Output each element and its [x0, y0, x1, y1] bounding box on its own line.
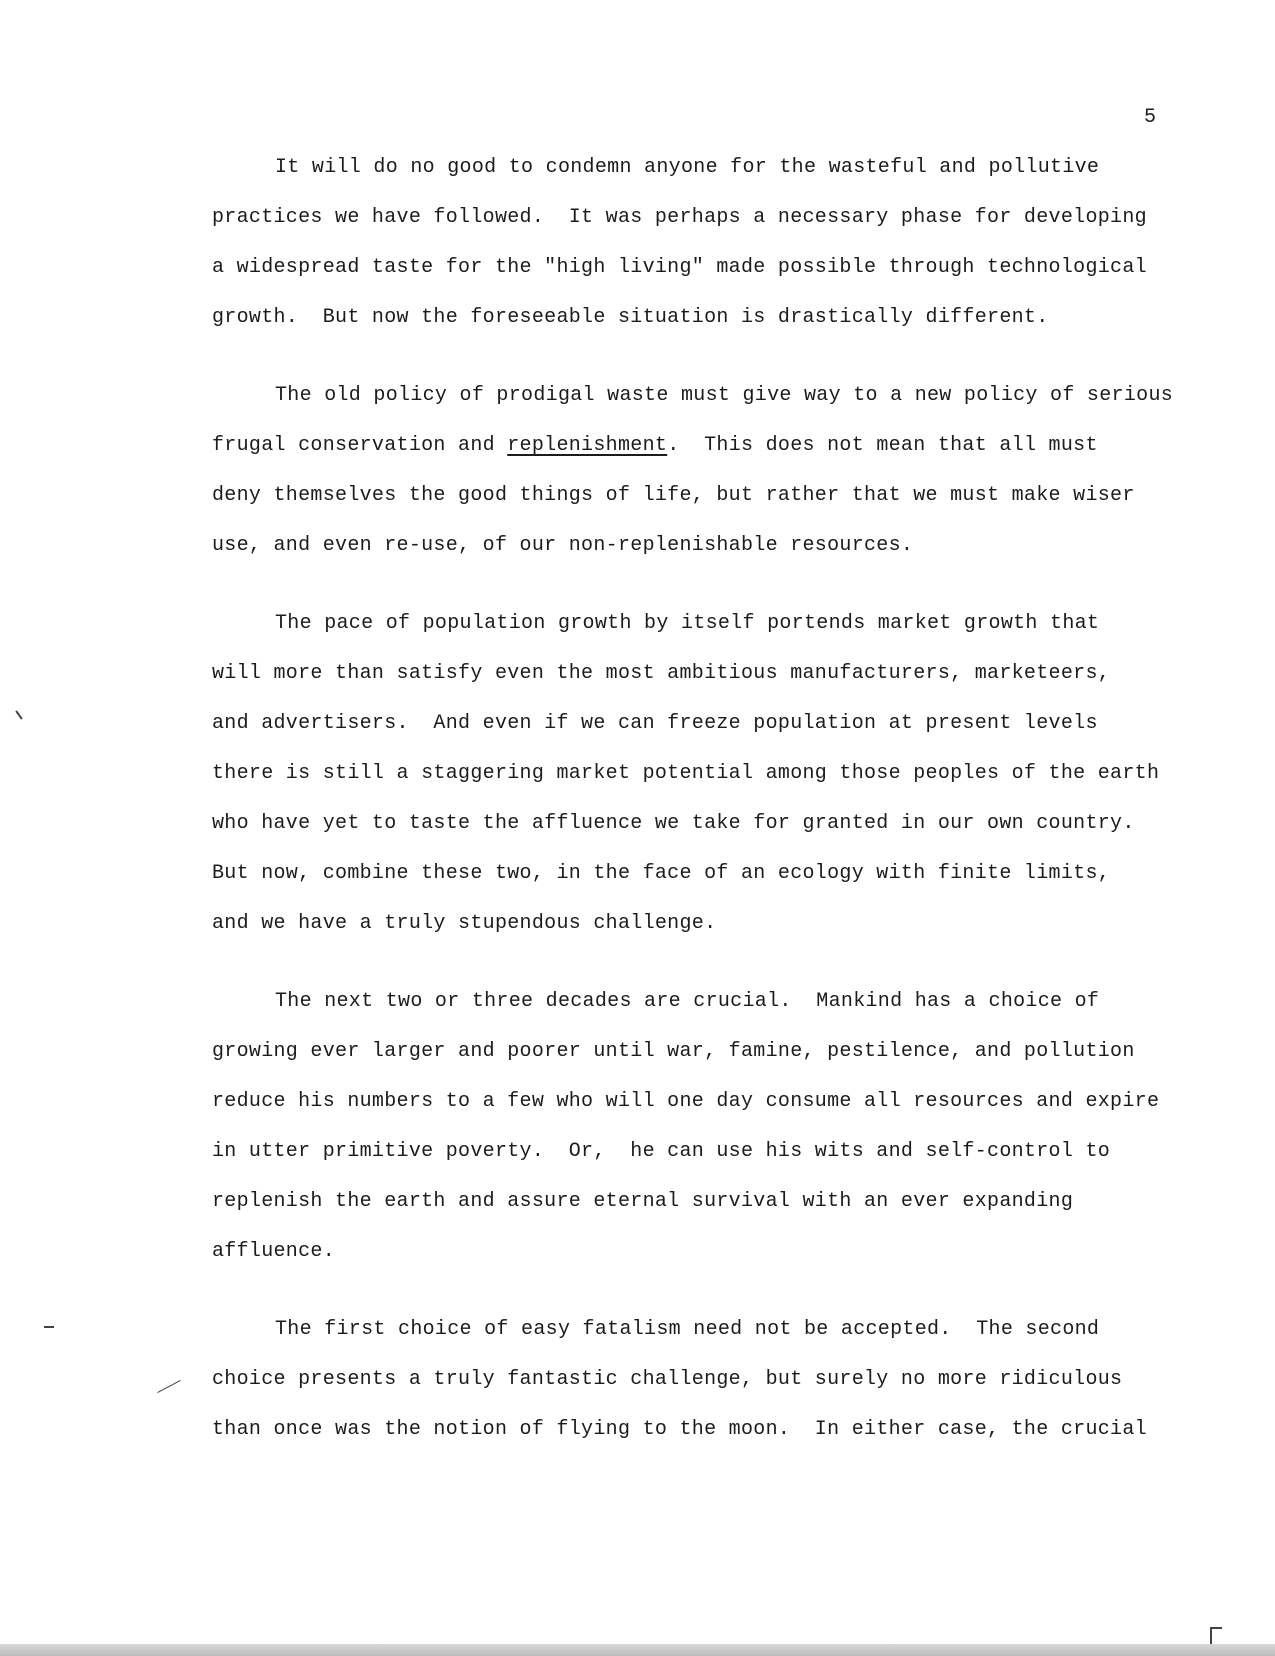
paragraph-3-line-7: and we have a truly stupendous challenge.	[212, 912, 717, 935]
paragraph-1-line-2: practices we have followed. It was perhaps a necessary phase for developing	[212, 206, 1147, 229]
paragraph-5-line-2: choice presents a truly fantastic challenge, but surely no more ridiculous	[212, 1368, 1123, 1391]
paragraph-3-line-5: who have yet to taste the affluence we take for granted in our own country.	[212, 812, 1135, 835]
scan-mark	[15, 710, 22, 719]
paragraph-1-line-3: a widespread taste for the "high living" made possible through technological	[212, 256, 1147, 279]
paragraph-4-line-1: The next two or three decades are crucial. Mankind has a choice of	[275, 990, 1100, 1013]
scan-mark	[1210, 1627, 1222, 1629]
scan-mark	[1210, 1627, 1212, 1645]
paragraph-4-line-5: replenish the earth and assure eternal survival with an ever expanding	[212, 1190, 1074, 1213]
paragraph-2-line-4: use, and even re-use, of our non-replenishable resources.	[212, 534, 914, 557]
paragraph-1-line-1: It will do no good to condemn anyone for the wasteful and pollutive	[275, 156, 1100, 179]
page-number: 5	[1144, 106, 1157, 129]
paragraph-3-line-1: The pace of population growth by itself portends market growth that	[275, 612, 1100, 635]
paragraph-2-line-2	[212, 434, 1098, 458]
paragraph-1-line-4: growth. But now the foreseeable situation is drastically different.	[212, 306, 1049, 329]
scan-mark	[157, 1380, 180, 1393]
paragraph-5-line-3: than once was the notion of flying to the moon. In either case, the crucial	[212, 1418, 1147, 1441]
paragraph-3-line-4: there is still a staggering market potential among those peoples of the earth	[212, 762, 1160, 785]
paragraph-3-line-6: But now, combine these two, in the face of an ecology with finite limits,	[212, 862, 1111, 885]
paragraph-5-line-1: The first choice of easy fatalism need not be accepted. The second	[275, 1318, 1100, 1341]
paragraph-4-line-2: growing ever larger and poorer until war, famine, pestilence, and pollution	[212, 1040, 1135, 1063]
page-bottom-edge	[0, 1644, 1275, 1656]
paragraph-2-line-2-before: frugal conservation and	[212, 434, 508, 457]
paragraph-4-line-4: in utter primitive poverty. Or, he can use his wits and self-control to	[212, 1140, 1111, 1163]
paragraph-4-line-6: affluence.	[212, 1240, 336, 1263]
underlined-word: replenishment	[507, 434, 668, 457]
paragraph-4-line-3: reduce his numbers to a few who will one day consume all resources and expire	[212, 1090, 1160, 1113]
paragraph-3-line-2: will more than satisfy even the most ambitious manufacturers, marketeers,	[212, 662, 1111, 685]
paragraph-2-line-1: The old policy of prodigal waste must give way to a new policy of serious	[275, 384, 1174, 407]
paragraph-3-line-3: and advertisers. And even if we can freeze population at present levels	[212, 712, 1098, 735]
scan-mark	[44, 1326, 54, 1328]
paragraph-2-line-2-after: . This does not mean that all must	[667, 434, 1098, 457]
paragraph-2-line-3: deny themselves the good things of life, but rather that we must make wiser	[212, 484, 1135, 507]
